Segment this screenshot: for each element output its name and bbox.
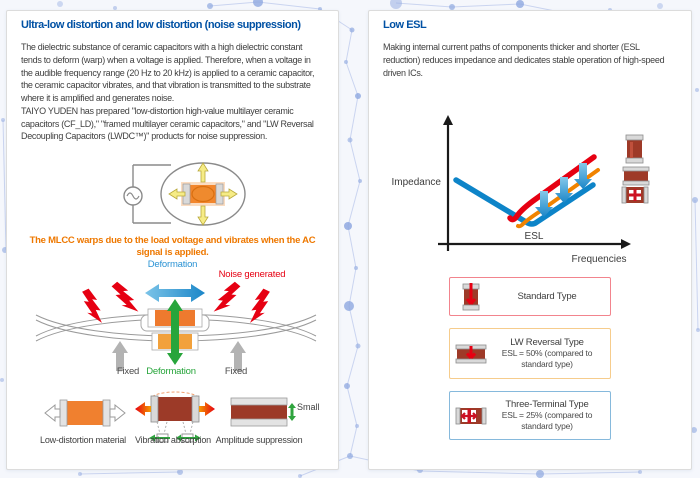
legend-3t-name: Three-Terminal Type bbox=[505, 398, 589, 410]
solution-label-2: Vibration absorption bbox=[135, 435, 211, 445]
legend-lw-reversal-type bbox=[449, 328, 611, 379]
amplitude-suppression-icon bbox=[227, 395, 299, 429]
deformation-horizontal-label: Deformation bbox=[147, 259, 198, 270]
low-esl-paragraph: Making internal current paths of components thicker and shorter (ESL reduction) reduces impedance and dedicates stable operation of high-speed driven ICs. bbox=[383, 42, 665, 78]
distortion-paragraph-1: The dielectric substance of ceramic capacitors with a high dielectric constant tends to deform (warp) when a voltage is applied. Therefore, when a voltage in the audible frequency range (20 Hz to 20 kHz) is applied to a ceramic capacitor, the ceramic capacitor vibrates, and that vibration is transmitted to the substrate where it is amplified and generates noise. bbox=[21, 42, 315, 104]
fixed-left-label: Fixed bbox=[116, 366, 140, 377]
x-axis-label: Frequencies bbox=[571, 254, 627, 265]
ac-circuit-diagram bbox=[111, 151, 261, 237]
legend-three-terminal-type bbox=[449, 391, 611, 440]
low-distortion-material-icon bbox=[43, 395, 127, 431]
legend-3t-detail: ESL = 25% (compared to standard type) bbox=[501, 409, 593, 431]
panel-distortion bbox=[6, 10, 339, 470]
noise-generated-label: Noise generated bbox=[218, 269, 286, 280]
vibrating-mlcc-in-ellipse bbox=[161, 163, 245, 225]
small-label: Small bbox=[297, 402, 320, 412]
legend-standard-type bbox=[449, 277, 611, 316]
standard-capacitor-icon bbox=[626, 135, 643, 163]
solution-label-3: Amplitude suppression bbox=[215, 435, 303, 445]
y-axis-label: Impedance bbox=[391, 177, 441, 188]
legend-lw-detail: ESL = 50% (compared to standard type) bbox=[501, 347, 593, 369]
panel-low-esl bbox=[368, 10, 692, 470]
standard-type-legend-icon bbox=[461, 282, 481, 312]
esl-annotation: ESL bbox=[524, 231, 544, 242]
solution-label-1: Low-distortion material bbox=[40, 435, 126, 445]
legend-standard-name: Standard Type bbox=[517, 291, 577, 302]
ac-source-icon bbox=[124, 187, 142, 205]
warp-caption: The MLCC warps due to the load voltage and vibrates when the AC signal is applied. bbox=[29, 235, 316, 258]
lw-reversal-capacitor-icon bbox=[623, 167, 649, 185]
small-amplitude-arrow-icon bbox=[288, 403, 296, 421]
fixed-right-label: Fixed bbox=[224, 366, 248, 377]
low-esl-title: Low ESL bbox=[383, 19, 427, 31]
vertical-deformation-arrow-icon bbox=[167, 299, 183, 365]
deformation-vertical-label: Deformation bbox=[146, 366, 196, 377]
distortion-paragraphs bbox=[21, 41, 324, 143]
legend-lw-name: LW Reversal Type bbox=[510, 336, 584, 348]
lw-reversal-legend-icon bbox=[454, 343, 488, 365]
distortion-paragraph-2: TAIYO YUDEN has prepared "low-distortion high-value multilayer ceramic capacitors (CF_LD)," "framed multilayer ceramic capacitors," and "LW Reversal Decoupling Capacitors (LWDC™)" products for noise suppression. bbox=[21, 105, 314, 142]
three-terminal-legend-icon bbox=[454, 406, 488, 426]
three-terminal-capacitor-icon bbox=[622, 187, 648, 203]
distortion-title: Ultra-low distortion and low distortion (noise suppression) bbox=[21, 19, 301, 31]
impedance-frequency-chart bbox=[381, 113, 681, 268]
